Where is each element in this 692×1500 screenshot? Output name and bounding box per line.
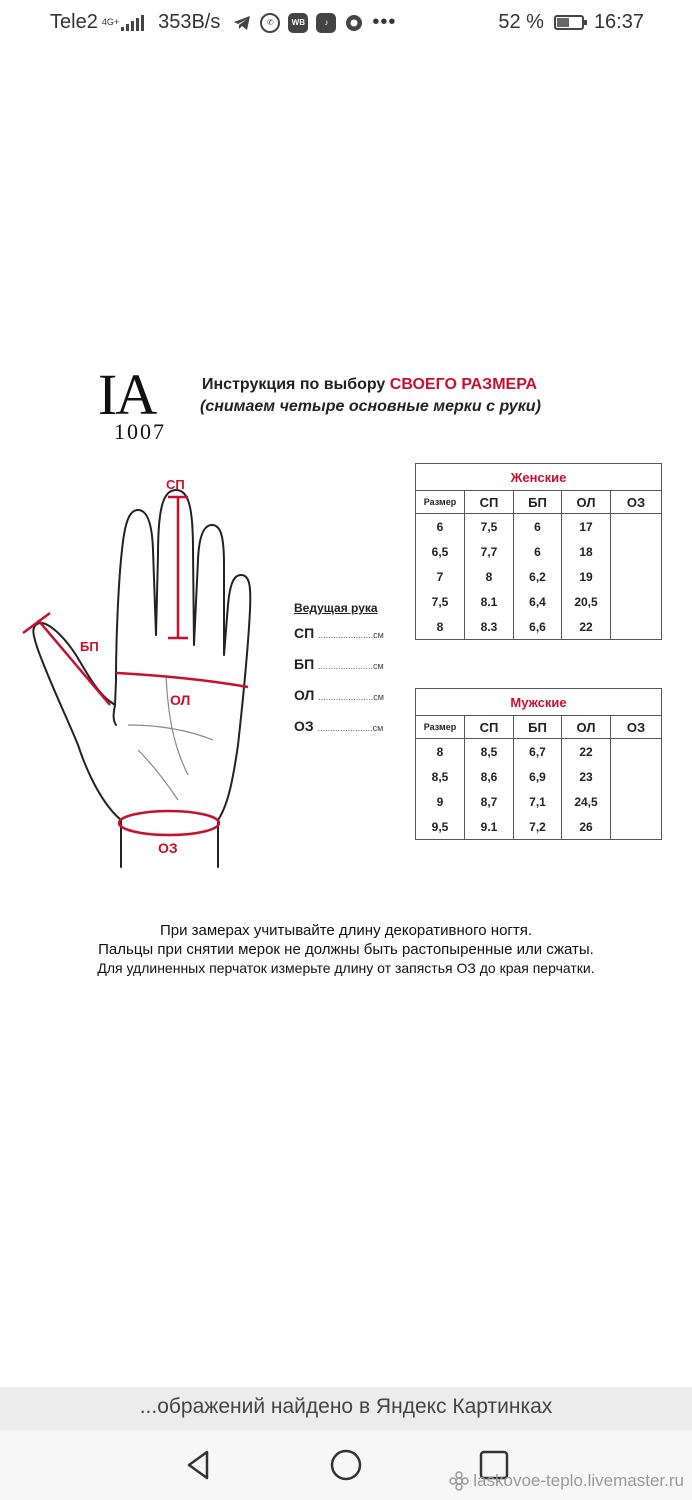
col-header: ОЛ xyxy=(562,491,611,514)
men-size-table xyxy=(415,688,662,840)
col-header: СП xyxy=(465,491,514,514)
table-row xyxy=(416,739,662,765)
cell: 6,4 xyxy=(514,589,562,614)
telegram-icon xyxy=(232,13,252,33)
bp-measure-line xyxy=(38,620,110,705)
note-line: Для удлиненных перчаток измерьте длину от запястья ОЗ до края перчатки. xyxy=(97,960,595,976)
back-icon[interactable] xyxy=(180,1447,216,1483)
cell: 19 xyxy=(562,564,611,589)
home-icon[interactable] xyxy=(328,1447,364,1483)
chrome-icon xyxy=(344,13,364,33)
col-header: БП xyxy=(514,491,562,514)
brand-logo xyxy=(98,362,184,445)
flower-icon xyxy=(449,1471,469,1491)
cell: 8 xyxy=(416,739,465,765)
cell: 6,6 xyxy=(514,614,562,640)
leading-hand-block xyxy=(294,601,404,734)
col-header: Размер xyxy=(416,716,465,739)
hand-outline xyxy=(33,490,250,867)
status-bar xyxy=(0,0,692,48)
cell: 9.1 xyxy=(465,814,514,840)
notes-block xyxy=(0,921,692,978)
carrier-name: Tele2 xyxy=(50,11,98,33)
music-icon: ♪ xyxy=(316,13,336,33)
measure-row-ol xyxy=(294,687,384,703)
col-header: ОЛ xyxy=(562,716,611,739)
cell: 6,7 xyxy=(514,739,562,765)
measure-dots: ...................... xyxy=(317,723,373,733)
watermark-text: laskovoe-teplo.livemaster.ru xyxy=(473,1471,684,1490)
cell: 6 xyxy=(416,514,465,540)
signal-icon xyxy=(121,15,144,31)
measure-unit: см xyxy=(373,630,384,640)
cell: 8,6 xyxy=(465,764,514,789)
cell: 6,2 xyxy=(514,564,562,589)
col-header: ОЗ xyxy=(611,491,662,514)
cell: 8,5 xyxy=(465,739,514,765)
measure-unit: см xyxy=(373,661,384,671)
cell: 8.3 xyxy=(465,614,514,640)
men-caption: Мужские xyxy=(416,689,662,716)
measure-row-bp xyxy=(294,656,384,672)
leading-hand-title: Ведущая рука xyxy=(294,601,378,615)
cell: 6,9 xyxy=(514,764,562,789)
watermark xyxy=(449,1471,684,1491)
cell: 7 xyxy=(416,564,465,589)
women-caption: Женские xyxy=(416,464,662,491)
logo-mark: IA xyxy=(98,362,156,427)
cell: 8.1 xyxy=(465,589,514,614)
cell: 7,5 xyxy=(416,589,465,614)
cell: 6 xyxy=(514,514,562,540)
palm-crease xyxy=(138,750,178,800)
battery-icon xyxy=(554,15,584,30)
measure-label: ОЛ xyxy=(294,687,315,703)
cell: 26 xyxy=(562,814,611,840)
hand-label-ol: ОЛ xyxy=(170,692,191,708)
hand-label-sp: СП xyxy=(166,477,185,492)
ol-measure-line xyxy=(116,673,248,687)
caption-text[interactable]: ...ображений найдено в Яндекс Картинках xyxy=(139,1395,553,1418)
cell: 9 xyxy=(416,789,465,814)
cell: 22 xyxy=(562,739,611,765)
network-speed: 353B/s xyxy=(158,11,221,33)
cell: 8,5 xyxy=(416,764,465,789)
cell: 7,1 xyxy=(514,789,562,814)
cell: 7,7 xyxy=(465,539,514,564)
chart-title xyxy=(202,376,537,394)
note-line: Пальцы при снятии мерок не должны быть растопыренные или сжаты. xyxy=(98,941,594,958)
battery-percent: 52 % xyxy=(498,11,544,33)
cell: 18 xyxy=(562,539,611,564)
cell: 9,5 xyxy=(416,814,465,840)
cell: 7,5 xyxy=(465,514,514,540)
hand-diagram xyxy=(18,475,268,875)
viber-icon: ✆ xyxy=(260,13,280,33)
col-header: Размер xyxy=(416,491,465,514)
measure-label: ОЗ xyxy=(294,718,314,734)
measure-dots: ...................... xyxy=(318,692,374,702)
navigation-bar xyxy=(0,1431,692,1500)
cell: 8,7 xyxy=(465,789,514,814)
cell: 24,5 xyxy=(562,789,611,814)
hand-label-bp: БП xyxy=(80,639,99,654)
cell: 6,5 xyxy=(416,539,465,564)
logo-number: 1007 xyxy=(114,419,166,444)
note-line: При замерах учитывайте длину декоративного ногтя. xyxy=(159,922,533,939)
title-prefix: Инструкция по выбору xyxy=(202,376,390,393)
title-accent: СВОЕГО РАЗМЕРА xyxy=(389,376,538,393)
size-chart-image[interactable] xyxy=(0,335,692,1075)
measure-row-oz xyxy=(294,718,383,734)
cell: 20,5 xyxy=(562,589,611,614)
chart-subtitle: (снимаем четыре основные мерки с руки) xyxy=(200,398,541,415)
cell-blank xyxy=(611,514,662,640)
cell: 8 xyxy=(465,564,514,589)
measure-dots: ...................... xyxy=(318,630,374,640)
table-row xyxy=(416,514,662,540)
measure-dots: ...................... xyxy=(318,661,374,671)
hand-label-oz: ОЗ xyxy=(158,840,178,856)
clock: 16:37 xyxy=(593,11,644,33)
cell: 17 xyxy=(562,514,611,540)
measure-unit: см xyxy=(373,692,384,702)
wb-icon: WB xyxy=(288,13,308,33)
more-notifications-icon: ••• xyxy=(372,11,397,33)
measure-label: БП xyxy=(294,656,315,672)
cell: 22 xyxy=(562,614,611,640)
battery-fill xyxy=(557,18,569,27)
oz-measure-line xyxy=(119,811,219,835)
col-header: БП xyxy=(514,716,562,739)
cell: 23 xyxy=(562,764,611,789)
measure-row-sp xyxy=(294,625,384,641)
yandex-caption-bar[interactable] xyxy=(0,1387,692,1431)
cell-blank xyxy=(611,739,662,840)
measure-label: СП xyxy=(294,625,315,641)
cell: 6 xyxy=(514,539,562,564)
measure-unit: см xyxy=(372,723,384,733)
cell: 8 xyxy=(416,614,465,640)
col-header: ОЗ xyxy=(611,716,662,739)
network-type: 4G+ xyxy=(101,17,120,27)
col-header: СП xyxy=(465,716,514,739)
women-size-table xyxy=(415,463,662,640)
cell: 7,2 xyxy=(514,814,562,840)
